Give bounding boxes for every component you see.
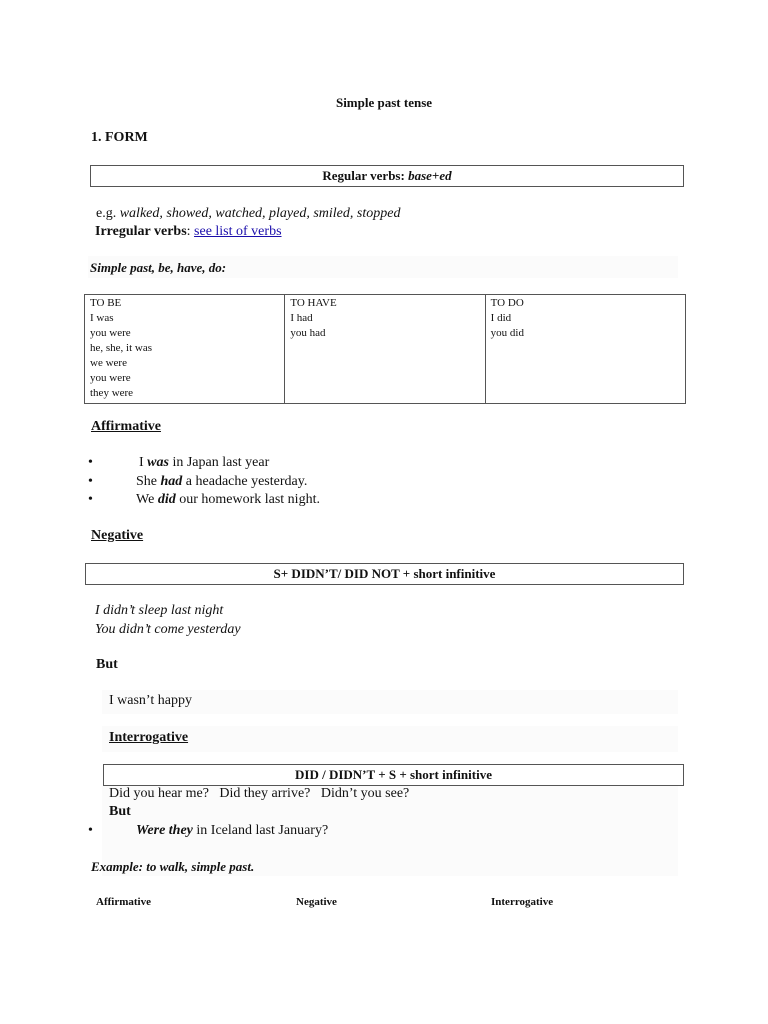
table-column-to-be xyxy=(85,295,285,404)
irregular-verbs-separator: : xyxy=(186,224,191,239)
interrogative-heading: Interrogative xyxy=(109,730,189,745)
regular-verbs-box xyxy=(90,165,684,187)
example-heading: Example: to walk, simple past. xyxy=(91,859,255,874)
column-header: TO HAVE xyxy=(290,297,337,309)
negative-rule-box: S+ DIDN’T/ DID NOT + short infinitive xyxy=(85,563,684,585)
verb-form: you did xyxy=(490,327,524,339)
verb-list-link[interactable]: see list of verbs xyxy=(194,224,282,239)
interrogative-list xyxy=(88,822,588,841)
regular-verbs-formula: base+ed xyxy=(408,168,452,183)
sentence-end: our homework last night. xyxy=(175,492,320,507)
verb-form: we were xyxy=(90,357,127,369)
negative-but-example: I wasn’t happy xyxy=(109,693,192,708)
bullet-icon: • xyxy=(88,455,93,470)
column-heading-negative: Negative xyxy=(296,896,337,908)
column-header: TO DO xyxy=(490,297,524,309)
sentence-start: I xyxy=(139,455,148,470)
negative-heading: Negative xyxy=(91,528,144,543)
verb-form: you had xyxy=(290,327,326,339)
verb-emphasis: had xyxy=(160,473,183,489)
regular-verbs-separator: : xyxy=(400,168,405,183)
verb-emphasis: did xyxy=(157,492,176,507)
verb-form: I did xyxy=(490,312,512,324)
affirmative-list xyxy=(88,454,588,510)
list-item xyxy=(88,491,588,510)
table-column-to-do xyxy=(485,295,685,404)
column-heading-interrogative: Interrogative xyxy=(491,896,554,908)
regular-verbs-label: Regular verbs xyxy=(322,168,401,183)
bullet-icon: • xyxy=(88,473,93,489)
verb-form: you were xyxy=(90,327,131,339)
sentence-end: a headache yesterday. xyxy=(182,473,308,489)
interrogative-rule-box: DID / DIDN’T + S + short infinitive xyxy=(103,764,684,786)
verb-form: he, she, it was xyxy=(90,342,153,354)
affirmative-heading: Affirmative xyxy=(91,419,161,434)
irregular-verbs-label: Irregular verbs xyxy=(95,224,187,239)
example-verbs-line xyxy=(96,206,400,222)
list-item xyxy=(88,473,588,492)
interrogative-examples: Did you hear me? Did they arrive? Didn’t you see? xyxy=(109,786,410,801)
example-verbs: walked, showed, watched, played, smiled, stopped xyxy=(119,206,401,221)
verb-emphasis: Were they xyxy=(136,823,193,838)
list-item xyxy=(88,822,588,841)
bullet-icon: • xyxy=(88,492,93,507)
be-have-do-heading: Simple past, be, have, do: xyxy=(90,260,227,275)
sentence-start: She xyxy=(136,473,161,489)
verb-form: I was xyxy=(90,312,114,324)
sentence-end: in Japan last year xyxy=(168,455,270,470)
page-title: Simple past tense xyxy=(335,95,433,110)
negative-example: You didn’t come yesterday xyxy=(95,622,241,637)
negative-example: I didn’t sleep last night xyxy=(95,603,224,618)
verb-emphasis: was xyxy=(147,455,169,470)
section-heading-form: 1. FORM xyxy=(91,130,148,145)
table-column-to-have xyxy=(285,295,485,404)
example-prefix: e.g. xyxy=(96,206,117,221)
verb-form: they were xyxy=(90,387,134,399)
table-row xyxy=(85,295,686,404)
column-heading-affirmative: Affirmative xyxy=(96,896,151,908)
irregular-verbs-line xyxy=(95,224,282,240)
list-item xyxy=(88,454,588,473)
interrogative-band xyxy=(102,726,678,752)
column-header: TO BE xyxy=(90,297,122,309)
negative-but-label: But xyxy=(96,657,118,672)
bullet-icon: • xyxy=(88,823,93,838)
verb-conjugation-table xyxy=(84,294,686,404)
verb-form: I had xyxy=(290,312,313,324)
sentence-start: We xyxy=(136,492,158,507)
sentence-end: in Iceland last January? xyxy=(192,823,329,838)
interrogative-but-label: But xyxy=(109,804,131,819)
verb-form: you were xyxy=(90,372,131,384)
